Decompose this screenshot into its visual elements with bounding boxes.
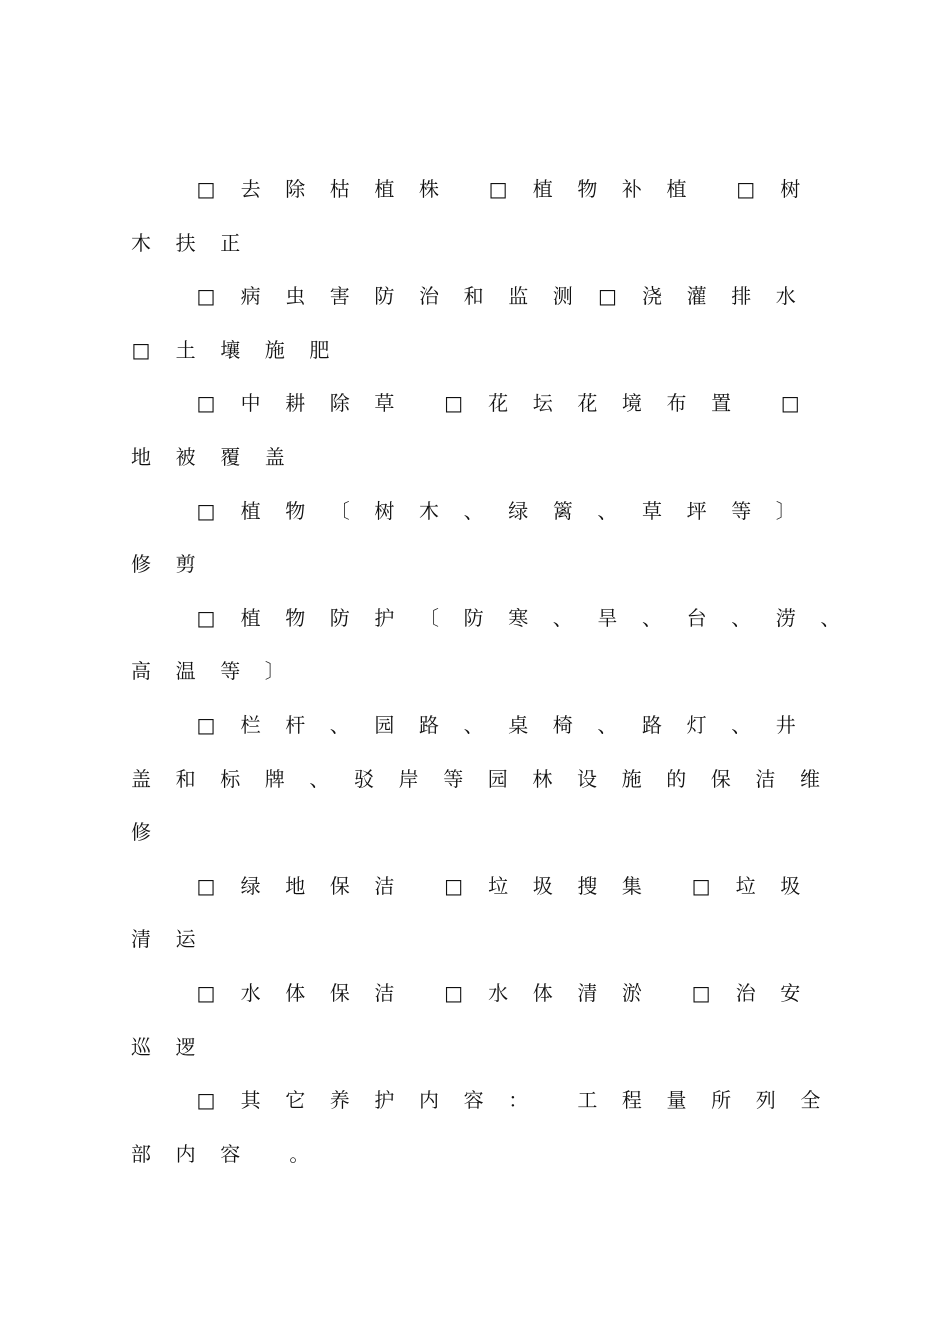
- text-glyph: 浇: [642, 284, 662, 309]
- text-glyph: 岸: [398, 766, 419, 791]
- text-glyph: 害: [329, 284, 350, 309]
- text-glyph: 治: [419, 284, 439, 309]
- text-glyph: 寒: [508, 605, 529, 630]
- text-glyph: 洁: [755, 766, 776, 791]
- text-glyph: □: [597, 284, 617, 309]
- text-glyph: 容: [220, 1141, 241, 1166]
- text-glyph: 内: [419, 1088, 439, 1113]
- text-glyph: 测: [552, 284, 573, 309]
- text-line: [0, 817, 950, 847]
- text-glyph: 植: [374, 177, 395, 201]
- text-glyph: 巡: [131, 1034, 151, 1059]
- text-line: [0, 764, 950, 794]
- text-glyph: 高: [131, 659, 151, 684]
- text-line: [0, 710, 950, 740]
- text-glyph: 路: [642, 713, 662, 737]
- text-glyph: 土: [175, 337, 196, 362]
- text-glyph: 草: [374, 391, 395, 416]
- text-glyph: 搜: [577, 873, 598, 898]
- text-glyph: □: [196, 498, 216, 523]
- text-glyph: 温: [175, 659, 196, 684]
- text-glyph: 井: [775, 713, 796, 737]
- text-glyph: 水: [240, 981, 261, 1005]
- text-glyph: 清: [131, 927, 151, 952]
- text-glyph: 等: [443, 766, 464, 791]
- text-glyph: 驳: [354, 766, 374, 791]
- text-line: [0, 388, 950, 418]
- text-glyph: 花: [488, 391, 509, 416]
- text-glyph: 、: [597, 498, 618, 523]
- text-line: [0, 442, 950, 472]
- text-line: [0, 924, 950, 954]
- text-line: [0, 228, 950, 258]
- text-line: [0, 174, 950, 204]
- text-line: [0, 656, 950, 686]
- text-glyph: 施: [621, 766, 642, 791]
- text-glyph: 设: [577, 766, 597, 791]
- text-glyph: 〕: [264, 659, 285, 684]
- text-glyph: 、: [463, 498, 484, 523]
- text-line: [0, 1032, 950, 1062]
- text-glyph: □: [780, 391, 800, 416]
- text-glyph: 、: [309, 766, 330, 791]
- text-glyph: 虫: [285, 284, 306, 309]
- text-glyph: 植: [240, 605, 261, 630]
- text-glyph: 木: [131, 230, 151, 255]
- text-glyph: 修: [131, 820, 151, 845]
- text-glyph: 、: [731, 713, 752, 737]
- text-glyph: 耕: [285, 391, 306, 416]
- text-glyph: 被: [175, 445, 196, 469]
- text-glyph: 栏: [240, 713, 261, 737]
- text-glyph: 剪: [175, 552, 196, 577]
- text-glyph: 所: [711, 1088, 732, 1113]
- text-glyph: □: [196, 713, 216, 737]
- text-glyph: 盖: [264, 445, 285, 469]
- text-glyph: 洁: [374, 873, 395, 898]
- text-glyph: □: [444, 391, 463, 416]
- text-glyph: 地: [285, 873, 306, 898]
- text-glyph: 和: [175, 766, 196, 791]
- text-glyph: □: [196, 177, 216, 201]
- text-glyph: 和: [463, 284, 484, 309]
- text-glyph: 施: [264, 337, 285, 362]
- text-glyph: 篱: [552, 498, 573, 523]
- text-glyph: 台: [686, 605, 707, 630]
- text-glyph: 工: [577, 1088, 598, 1113]
- text-glyph: 园: [487, 766, 508, 791]
- text-glyph: 全: [800, 1088, 821, 1113]
- text-glyph: 体: [532, 981, 553, 1005]
- text-glyph: 树: [374, 498, 395, 523]
- text-glyph: 草: [642, 498, 662, 523]
- text-glyph: 其: [240, 1088, 261, 1113]
- text-glyph: 量: [666, 1088, 687, 1113]
- text-glyph: □: [691, 981, 711, 1005]
- text-line: [0, 281, 950, 311]
- text-glyph: 逻: [175, 1034, 196, 1059]
- text-glyph: 枯: [329, 177, 350, 201]
- text-glyph: 覆: [220, 445, 241, 469]
- text-glyph: 扶: [175, 230, 196, 255]
- text-glyph: 坛: [532, 391, 553, 416]
- text-glyph: 安: [780, 981, 801, 1005]
- text-glyph: 淤: [621, 981, 642, 1005]
- text-line: [0, 335, 950, 365]
- text-glyph: □: [196, 873, 216, 898]
- text-glyph: 圾: [780, 873, 801, 898]
- text-line: [0, 603, 950, 633]
- text-glyph: □: [131, 337, 151, 362]
- text-glyph: 灯: [686, 713, 707, 737]
- text-glyph: 。: [289, 1141, 310, 1166]
- text-glyph: 垃: [488, 873, 509, 898]
- text-glyph: 排: [731, 284, 752, 309]
- text-glyph: 正: [220, 230, 241, 255]
- text-glyph: 路: [419, 713, 439, 737]
- text-glyph: 体: [285, 981, 306, 1005]
- text-glyph: ：: [508, 1088, 529, 1113]
- text-glyph: 保: [329, 873, 350, 898]
- text-glyph: 、: [820, 605, 841, 630]
- text-glyph: 保: [329, 981, 350, 1005]
- text-glyph: □: [196, 605, 216, 630]
- text-glyph: 列: [755, 1088, 776, 1113]
- text-line: [0, 871, 950, 901]
- text-glyph: 树: [780, 177, 801, 201]
- text-glyph: □: [444, 981, 463, 1005]
- text-glyph: 清: [577, 981, 598, 1005]
- text-line: [0, 496, 950, 526]
- text-glyph: 标: [220, 766, 241, 791]
- text-glyph: 桌: [508, 713, 529, 737]
- text-glyph: 布: [666, 391, 687, 416]
- text-glyph: 的: [666, 766, 687, 791]
- text-glyph: 部: [131, 1141, 151, 1166]
- text-glyph: 植: [240, 498, 261, 523]
- text-glyph: 补: [621, 177, 642, 201]
- text-glyph: □: [736, 177, 756, 201]
- text-line: [0, 1085, 950, 1115]
- text-glyph: 林: [532, 766, 553, 791]
- text-glyph: 程: [621, 1088, 642, 1113]
- text-glyph: 防: [463, 605, 484, 630]
- text-glyph: 去: [240, 177, 261, 201]
- text-glyph: 除: [285, 177, 306, 201]
- text-glyph: 花: [577, 391, 598, 416]
- text-glyph: 、: [463, 713, 484, 737]
- text-glyph: 监: [508, 284, 529, 309]
- text-glyph: □: [196, 391, 216, 416]
- text-glyph: 物: [285, 498, 306, 523]
- text-glyph: 等: [731, 498, 752, 523]
- text-glyph: 灌: [686, 284, 707, 309]
- text-glyph: 、: [642, 605, 662, 630]
- text-glyph: 防: [329, 605, 350, 630]
- text-glyph: 养: [329, 1088, 350, 1113]
- text-glyph: 绿: [240, 873, 261, 898]
- text-glyph: 〔: [419, 605, 439, 630]
- text-glyph: 旱: [597, 605, 618, 630]
- text-glyph: 杆: [285, 713, 306, 737]
- text-glyph: 涝: [775, 605, 796, 630]
- text-glyph: 植: [666, 177, 687, 201]
- text-glyph: 圾: [532, 873, 553, 898]
- text-glyph: 、: [552, 605, 573, 630]
- text-line: [0, 1139, 950, 1169]
- text-glyph: 株: [419, 177, 439, 201]
- text-glyph: 等: [220, 659, 241, 684]
- text-glyph: 容: [463, 1088, 484, 1113]
- text-glyph: 壤: [220, 337, 241, 362]
- text-glyph: 它: [285, 1088, 306, 1113]
- text-glyph: □: [196, 284, 216, 309]
- text-glyph: 〕: [775, 498, 796, 523]
- text-glyph: □: [196, 981, 216, 1005]
- text-glyph: 集: [621, 873, 642, 898]
- text-glyph: 保: [710, 766, 731, 791]
- text-glyph: 园: [374, 713, 395, 737]
- text-glyph: 物: [577, 177, 598, 201]
- text-glyph: 、: [731, 605, 752, 630]
- text-glyph: □: [444, 873, 463, 898]
- text-line: [0, 549, 950, 579]
- text-glyph: 椅: [552, 713, 573, 737]
- text-glyph: 、: [597, 713, 618, 737]
- text-glyph: 水: [775, 284, 796, 309]
- text-glyph: 垃: [735, 873, 756, 898]
- text-glyph: 病: [240, 284, 261, 309]
- text-glyph: 木: [419, 498, 439, 523]
- text-glyph: □: [691, 873, 711, 898]
- text-glyph: 牌: [264, 766, 285, 791]
- text-glyph: 维: [800, 766, 820, 791]
- text-glyph: 修: [131, 552, 151, 577]
- text-glyph: 防: [374, 284, 395, 309]
- text-glyph: □: [196, 1088, 216, 1113]
- text-glyph: 绿: [508, 498, 529, 523]
- text-glyph: 护: [374, 605, 395, 630]
- text-glyph: □: [488, 177, 508, 201]
- text-glyph: 肥: [309, 337, 330, 362]
- text-glyph: 运: [175, 927, 196, 952]
- text-glyph: 中: [240, 391, 261, 416]
- text-glyph: 护: [374, 1088, 395, 1113]
- text-glyph: 物: [285, 605, 306, 630]
- text-glyph: 〔: [329, 498, 350, 523]
- text-glyph: 治: [735, 981, 756, 1005]
- text-glyph: 洁: [374, 981, 395, 1005]
- text-glyph: 、: [329, 713, 350, 737]
- text-glyph: 境: [621, 391, 642, 416]
- text-glyph: 除: [329, 391, 350, 416]
- text-glyph: 坪: [686, 498, 707, 523]
- text-glyph: 植: [532, 177, 553, 201]
- text-glyph: 内: [175, 1141, 196, 1166]
- text-line: [0, 978, 950, 1008]
- text-glyph: 地: [131, 445, 151, 469]
- text-glyph: 水: [488, 981, 509, 1005]
- text-glyph: 置: [711, 391, 732, 416]
- text-glyph: 盖: [131, 766, 151, 791]
